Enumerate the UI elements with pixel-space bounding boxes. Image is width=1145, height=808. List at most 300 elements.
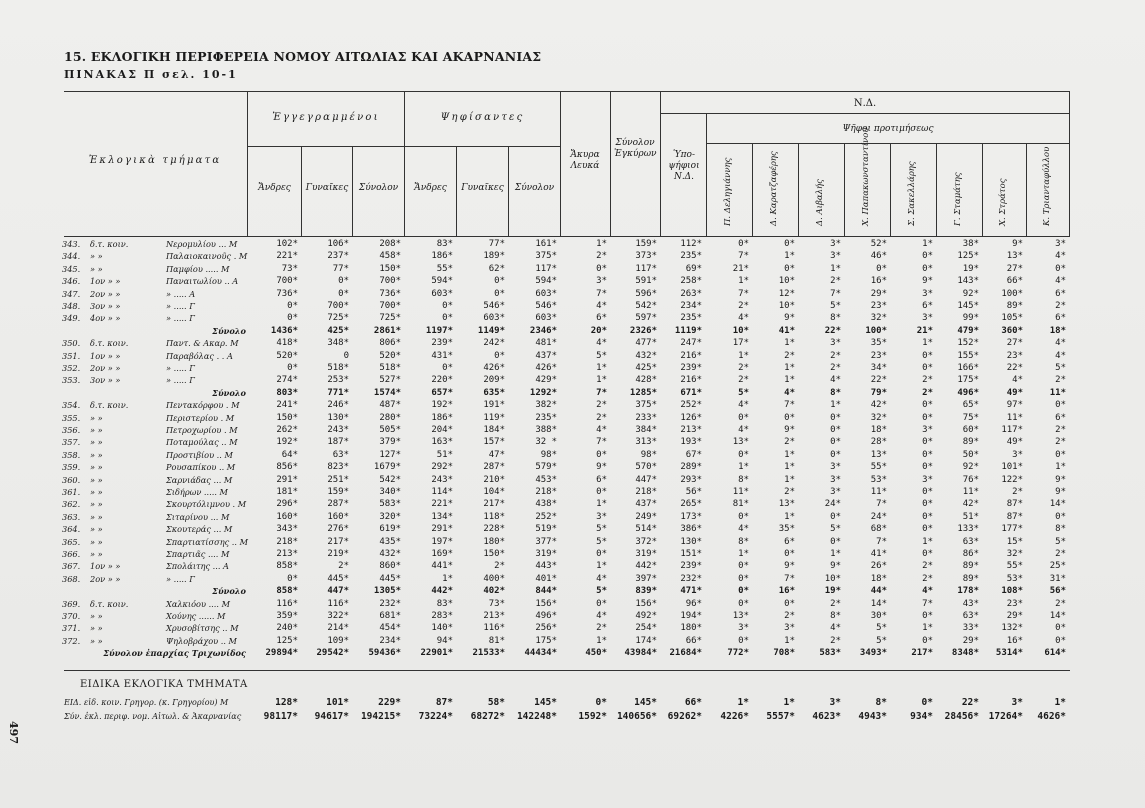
row-label: Σπολάιτης ... Α [166,561,229,572]
col-rule [610,91,611,237]
cell-value: 0* [922,499,933,510]
row-label: Σύνολο [212,387,246,398]
cell-value: 150* [379,263,401,274]
cell-value: 126* [680,412,702,423]
cell-value: 520* [276,350,298,361]
cell-value: 1* [738,276,749,287]
cell-value: 50* [962,449,979,460]
cell-value: 239* [680,363,702,373]
cell-value: 159* [635,239,657,249]
cell-value: 0* [738,573,749,584]
cell-value: 0* [442,301,453,311]
cell-value: 2* [784,611,795,621]
header-sections: Ἐκλογικὰ τμήματα [88,155,222,166]
cell-value: 1* [784,251,795,262]
cell-value: 73* [281,263,298,274]
cell-value: 125* [276,635,298,646]
cell-value: 157* [483,437,505,448]
cell-value: 1285* [629,387,657,398]
cell-value: 0* [922,400,933,411]
cell-value: 2* [922,561,933,572]
special-cell-value: 1* [783,697,795,708]
cell-value: 0* [596,549,607,559]
cell-value: 858* [276,561,298,572]
cell-value: 319* [535,549,557,559]
cell-value: 69* [685,263,702,274]
cell-value: 518* [379,363,401,373]
cell-value: 239* [680,561,702,572]
special-cell-value: 145* [634,697,657,708]
cell-value: 3* [922,474,933,485]
row-label: Παμφίου ..... Μ [166,263,230,274]
cell-value: 22* [824,325,841,336]
special-cell-value: 4623* [812,711,841,722]
cell-value: 7* [876,536,887,547]
cell-value: 192* [431,400,453,411]
special-section-title: ΕΙΔΙΚΑ ΕΚΛΟΓΙΚΑ ΤΜΗΜΑΤΑ [80,679,248,690]
cell-value: 8* [1055,524,1066,535]
cell-value: 2* [596,400,607,411]
cell-value: 218* [635,487,657,497]
cell-value: 7* [738,288,749,299]
cell-value: 0* [1055,400,1066,411]
cell-value: 725* [379,313,401,324]
table-row [0,599,1145,610]
cell-value: 839* [635,586,657,597]
cell-value: 0* [922,251,933,262]
header-candidate-1: Π. Δεληγιάννης [723,157,733,226]
row-label: Σιταρίνου ... Μ [166,511,230,522]
page-number: 497 [6,721,20,744]
cell-value: 287* [483,462,505,473]
cell-value: 0* [738,561,749,572]
special-cell-value: 17264* [988,711,1023,722]
cell-value: 3* [830,487,841,497]
row-context: » » [90,487,103,497]
cell-value: 5* [596,536,607,547]
cell-value: 109* [327,635,349,646]
table-row [0,512,1145,523]
cell-value: 89* [1006,301,1023,311]
cell-value: 772* [727,648,749,659]
cell-value: 51* [436,449,453,460]
cell-value: 2* [596,412,607,423]
cell-value: 100* [865,325,887,336]
row-label: Σπαρτιᾶς .... Μ [166,549,230,559]
cell-value: 43* [962,598,979,609]
cell-value: 16* [778,586,795,597]
row-number: 357. [62,437,81,448]
cell-value: 3* [784,623,795,634]
cell-value: 55* [1006,561,1023,572]
row-context: » » [90,449,103,460]
cell-value: 13* [1006,251,1023,262]
cell-value: 23* [1006,598,1023,609]
row-context: » » [90,412,103,423]
cell-value: 0* [922,363,933,373]
cell-value: 445* [379,573,401,584]
special-cell-value: 101* [326,697,349,708]
cell-value: 20* [590,325,607,336]
cell-value: 27* [1006,263,1023,274]
cell-value: 228* [483,524,505,535]
table-row [0,239,1145,250]
cell-value: 189* [483,251,505,262]
cell-value: 101* [1001,462,1023,473]
special-cell-value: 4226* [720,711,749,722]
cell-value: 0* [784,412,795,423]
row-context: 2ον » » [90,363,121,373]
cell-value: 7* [596,387,607,398]
cell-value: 9* [1055,474,1066,485]
row-label: Ψηλοβράχου .. Μ [166,635,237,646]
cell-value: 42* [962,499,979,510]
cell-value: 0* [830,437,841,448]
row-context: 2ον » » [90,573,121,584]
cell-value: 397* [635,573,657,584]
cell-value: 431* [431,350,453,361]
cell-value: 140* [431,623,453,634]
cell-value: 83* [436,598,453,609]
cell-value: 276* [327,524,349,535]
cell-value: 127* [379,449,401,460]
cell-value: 274* [276,375,298,386]
cell-value: 700* [379,301,401,311]
cell-value: 14* [1049,611,1066,621]
row-context: » » [90,437,103,448]
cell-value: 22901* [420,648,453,659]
cell-value: 1* [442,573,453,584]
cell-value: 8* [738,474,749,485]
cell-value: 3* [922,288,933,299]
header-candidate-8: Κ. Τριανταφύλλου [1042,146,1052,226]
table-row [0,289,1145,300]
cell-value: 496* [535,611,557,621]
special-cell-value: 69262* [667,711,702,722]
row-label: Σύνολον ἐπαρχίας Τριχωνίδος [103,648,246,659]
header-vot-total: Σύνολον [514,183,555,193]
header-preference: Ψῆφοι προτιμήσεως [842,124,934,134]
header-nd: Ν.Δ. [853,98,877,109]
cell-value: 204* [431,425,453,435]
cell-value: 426* [483,363,505,373]
col-rule [1026,143,1027,237]
col-rule [1069,91,1070,237]
cell-value: 0* [494,350,505,361]
row-number: 347. [62,288,81,299]
cell-value: 19* [962,263,979,274]
cell-value: 242* [483,338,505,349]
row-number: 359. [62,462,81,473]
cell-value: 603* [535,288,557,299]
cell-value: 130* [327,412,349,423]
cell-value: 700* [276,276,298,287]
cell-value: 16* [870,276,887,287]
cell-value: 213* [680,425,702,435]
cell-value: 41* [778,325,795,336]
special-cell-value: 87* [435,697,453,708]
cell-value: 116* [276,598,298,609]
cell-value: 21684* [669,648,702,659]
cell-value: 7* [922,598,933,609]
cell-value: 4* [738,400,749,411]
cell-value: 1* [738,549,749,559]
cell-value: 55* [870,462,887,473]
cell-value: 0* [876,263,887,274]
row-label: Παντ. & Ακαρ. Μ [166,338,239,349]
cell-value: 9* [922,276,933,287]
cell-value: 21533* [472,648,505,659]
cell-value: 1292* [529,387,557,398]
cell-value: 594* [535,276,557,287]
cell-value: 13* [732,437,749,448]
cell-value: 0* [784,239,795,249]
row-number: 366. [62,549,81,559]
cell-value: 263* [680,288,702,299]
cell-value: 262* [276,425,298,435]
cell-value: 66* [685,635,702,646]
cell-value: 47* [488,449,505,460]
cell-value: 4* [1055,276,1066,287]
cell-value: 155* [957,350,979,361]
cell-value: 221* [431,499,453,510]
row-label: » ..... Γ [166,573,195,584]
cell-value: 96* [685,598,702,609]
cell-value: 4* [1055,251,1066,262]
table-subtotal-row [0,586,1145,597]
cell-value: 24* [824,499,841,510]
cell-value: 1* [784,449,795,460]
table-row [0,487,1145,498]
cell-value: 0* [830,449,841,460]
cell-value: 603* [431,288,453,299]
row-label: Σύνολο [212,586,246,597]
cell-value: 635* [483,387,505,398]
cell-value: 725* [327,313,349,324]
cell-value: 19* [824,586,841,597]
cell-value: 187* [327,437,349,448]
cell-value: 62* [488,263,505,274]
cell-value: 234* [379,635,401,646]
cell-value: 597* [635,313,657,324]
special-cell-value: 3* [1011,697,1023,708]
cell-value: 844* [535,586,557,597]
row-label: Παναιτωλίου .. Α [166,276,239,287]
special-cell-value: 194215* [360,711,401,722]
cell-value: 291* [431,524,453,535]
cell-value: 287* [327,499,349,510]
cell-value: 175* [957,375,979,386]
cell-value: 0* [596,598,607,609]
cell-value: 681* [379,611,401,621]
header-candidate-7: Χ. Στράτος [998,178,1008,226]
row-context: δ.τ. κοιν. [90,598,129,609]
cell-value: 518* [327,363,349,373]
row-label: Σπαρτιατίσσης .. Μ [166,536,248,547]
cell-value: 382* [535,400,557,411]
table-row [0,475,1145,486]
row-context: 1ον » » [90,276,121,287]
cell-value: 210* [483,474,505,485]
cell-value: 174* [635,635,657,646]
cell-value: 112* [680,239,702,249]
cell-value: 360* [1001,325,1023,336]
cell-value: 432* [379,549,401,559]
special-cell-value: 1* [737,697,749,708]
cell-value: 233* [635,412,657,423]
cell-value: 197* [431,536,453,547]
cell-value: 249* [635,511,657,522]
special-cell-value: 4626* [1037,711,1066,722]
cell-value: 2* [830,635,841,646]
cell-value: 0* [922,511,933,522]
cell-value: 18* [870,425,887,435]
cell-value: 42* [870,400,887,411]
cell-value: 73* [488,598,505,609]
cell-value: 596* [635,288,657,299]
cell-value: 0* [738,635,749,646]
row-label: » ..... Γ [166,363,195,373]
cell-value: 9* [784,561,795,572]
cell-value: 253* [327,375,349,386]
cell-value: 7* [876,499,887,510]
table-row [0,549,1145,560]
cell-value: 89* [962,573,979,584]
header-bottom-rule [64,236,1070,237]
cell-value: 68* [870,524,887,535]
cell-value: 163* [431,437,453,448]
cell-value: 280* [379,412,401,423]
cell-value: 56* [1049,586,1066,597]
cell-value: 63* [962,611,979,621]
cell-value: 11* [870,487,887,497]
cell-value: 232* [379,598,401,609]
cell-value: 6* [784,536,795,547]
cell-value: 5* [1055,536,1066,547]
cell-value: 0* [830,536,841,547]
cell-value: 2* [1055,375,1066,386]
cell-value: 4* [830,375,841,386]
cell-value: 56* [685,487,702,497]
cell-value: 2* [738,375,749,386]
table-row [0,636,1145,647]
cell-value: 209* [483,375,505,386]
cell-value: 429* [535,375,557,386]
cell-value: 125* [957,251,979,262]
cell-value: 0* [1055,635,1066,646]
cell-value: 218* [276,536,298,547]
cell-value: 117* [535,263,557,274]
cell-value: 23* [870,350,887,361]
cell-value: 0* [287,301,298,311]
cell-value: 3* [922,313,933,324]
cell-value: 63* [332,449,349,460]
row-number: 344. [62,251,81,262]
cell-value: 105* [1001,313,1023,324]
table-row [0,351,1145,362]
cell-value: 81* [488,635,505,646]
cell-value: 192* [276,437,298,448]
cell-value: 221* [276,251,298,262]
cell-value: 213* [483,611,505,621]
col-rule [936,143,937,237]
cell-value: 235* [680,251,702,262]
row-number: 358. [62,449,81,460]
cell-value: 359* [276,611,298,621]
row-label: Χαλκιόου .... Μ [166,598,230,609]
header-vot-women: Γυναῖκες [461,183,504,193]
cell-value: 9* [596,462,607,473]
row-number: 371. [62,623,81,634]
cell-value: 44* [870,586,887,597]
cell-value: 7* [738,251,749,262]
cell-value: 447* [635,474,657,485]
cell-value: 322* [327,611,349,621]
row-number: 365. [62,536,81,547]
row-number: 361. [62,487,81,497]
cell-value: 2* [784,487,795,497]
special-cell-value: 22* [961,697,979,708]
cell-value: 591* [635,276,657,287]
row-number: 352. [62,363,81,373]
cell-value: 252* [680,400,702,411]
table-row [0,537,1145,548]
cell-value: 5* [596,350,607,361]
table-subtotal-row [0,326,1145,337]
cell-value: 0* [1055,449,1066,460]
cell-value: 373* [635,251,657,262]
cell-value: 116* [483,623,505,634]
cell-value: 21* [916,325,933,336]
cell-value: 3* [922,425,933,435]
cell-value: 313* [635,437,657,448]
cell-value: 63* [962,536,979,547]
row-context: » » [90,425,103,435]
cell-value: 169* [431,549,453,559]
page-title: 15. ΕΚΛΟΓΙΚΗ ΠΕΡΙΦΕΡΕΙΑ ΝΟΜΟΥ ΑΙΤΩΛΙΑΣ ΚΑΙ ΑΚΑΡΝΑΝΙΑΣ [64,49,542,64]
cell-value: 5314* [995,648,1023,659]
col-rule [560,91,561,237]
special-cell-value: 140656* [616,711,657,722]
cell-value: 102* [276,239,298,249]
cell-value: 2* [1012,487,1023,497]
cell-value: 43984* [624,648,657,659]
cell-value: 442* [635,561,657,572]
cell-value: 0* [738,412,749,423]
table-row [0,264,1145,275]
table-row [0,437,1145,448]
cell-value: 2* [738,363,749,373]
table-row [0,574,1145,585]
cell-value: 252* [535,511,557,522]
special-cell-value: 0* [921,697,933,708]
cell-value: 15* [1006,536,1023,547]
cell-value: 53* [870,474,887,485]
row-context: δ.τ. κοιν. [90,338,129,349]
cell-value: 1197* [425,325,453,336]
cell-value: 29* [1006,611,1023,621]
cell-value: 186* [431,412,453,423]
row-number: 368. [62,573,81,584]
cell-value: 106* [327,239,349,249]
cell-value: 438* [535,499,557,510]
table-row [0,400,1145,411]
cell-value: 217* [327,536,349,547]
cell-value: 59436* [368,648,401,659]
cell-value: 0* [922,635,933,646]
cell-value: 348* [327,338,349,349]
cell-value: 377* [535,536,557,547]
